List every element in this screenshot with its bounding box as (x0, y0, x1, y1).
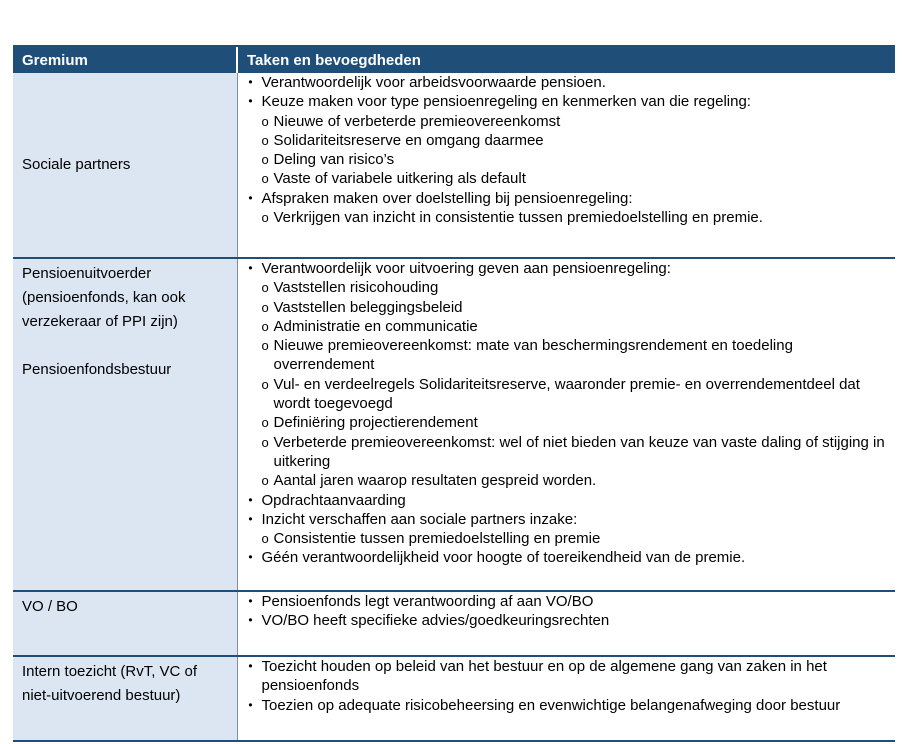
table-row (13, 73, 895, 258)
sub-list-item: o Definiëring projectierendement (261, 414, 478, 432)
bullet-icon: • (248, 697, 253, 712)
gremium-cell (13, 591, 237, 656)
list-item: • Toezicht houden op beleid van het bestuur en op de algemene gang van zaken in het pensioenfonds (242, 657, 890, 696)
list-item: • Afspraken maken over doelstelling bij pensioenregeling: o Verkrijgen van inzicht in consistentie tussen premiedoelstelling en premie. (242, 189, 890, 228)
tasks-cell (237, 656, 895, 741)
sub-list-item: o Vaststellen risicohouding (261, 279, 439, 297)
bullet-icon: • (248, 659, 253, 673)
table-row (13, 656, 895, 741)
gremium-label: Sociale partners (22, 156, 131, 173)
circle-bullet-icon: o (261, 434, 269, 450)
sub-list-item: o Nieuwe premieovereenkomst: mate van beschermingsrendement en toedeling overrendement (261, 337, 793, 374)
sub-list (262, 112, 890, 189)
circle-bullet-icon: o (261, 415, 269, 431)
list-item: • Géén verantwoordelijkheid voor hoogte of toereikendheid van de premie. (242, 548, 890, 567)
circle-bullet-icon: o (261, 210, 269, 226)
sub-list-item: o Consistentie tussen premiedoelstelling en premie (261, 530, 601, 548)
sub-list-item: o Solidariteitsreserve en omgang daarmee (261, 131, 544, 149)
bullet-icon: • (248, 511, 253, 526)
sub-list-item: o Verbeterde premieovereenkomst: wel of niet bieden van keuze van vaste daling of stijging in uitkering (261, 433, 885, 470)
table-header-row (13, 46, 895, 73)
sub-list (262, 208, 890, 227)
sub-list-item: o Nieuwe of verbeterde premieovereenkomst (261, 112, 561, 130)
table-row (13, 591, 895, 656)
list-item: • Toezien op adequate risicobeheersing en evenwichtige belangenafweging door bestuur (242, 696, 890, 715)
gremium-cell (13, 656, 237, 741)
circle-bullet-icon: o (261, 531, 269, 547)
list-item: • Opdrachtaanvaarding (242, 491, 890, 510)
circle-bullet-icon: o (261, 299, 269, 315)
header-taken: Taken en bevoegdheden (237, 46, 895, 73)
gremium-cell (13, 73, 237, 258)
circle-bullet-icon: o (261, 132, 269, 148)
tasks-list (242, 259, 890, 568)
table-row (13, 258, 895, 591)
sub-list-item: o Vaststellen beleggingsbeleid (261, 298, 463, 316)
circle-bullet-icon: o (261, 113, 269, 129)
circle-bullet-icon: o (261, 280, 269, 296)
tasks-list (242, 657, 890, 715)
gremium-label: VO / BO (22, 598, 78, 615)
list-item: • VO/BO heeft specifieke advies/goedkeuringsrechten (242, 611, 890, 630)
circle-bullet-icon: o (261, 473, 269, 489)
bullet-icon: • (248, 261, 253, 275)
gremium-label: Pensioenuitvoerder (pensioenfonds, kan ook verzekeraar of PPI zijn) (22, 265, 186, 330)
governance-table (13, 45, 895, 742)
list-item: • Verantwoordelijk voor uitvoering geven aan pensioenregeling: o Vaststellen risicohouding o Vaststellen beleggingsbeleid o Administratie en communicatie o Nieuwe premieovereenkomst: mate van beschermingsrendement en toedeling overrendement o Vul- en verdeelregels Solidariteitsreserve, waaronder premie- en overrendementdeel dat wordt toegevoegd o Definiëring projectierendement o Verbeterde premieovereenkomst: wel of niet bieden van keuze van vaste daling of stijging in uitkering o Aantal jaren waarop resultaten gespreid worden. (242, 259, 890, 491)
gremium-label: Intern toezicht (RvT, VC of niet-uitvoerend bestuur) (22, 663, 198, 704)
sub-list (262, 529, 890, 548)
circle-bullet-icon: o (261, 171, 269, 187)
circle-bullet-icon: o (261, 152, 269, 168)
list-item: • Pensioenfonds legt verantwoording af aan VO/BO (242, 592, 890, 611)
bullet-icon: • (248, 75, 253, 89)
governance-table-container (13, 45, 895, 742)
bullet-icon: • (248, 550, 253, 565)
tasks-cell (237, 258, 895, 591)
circle-bullet-icon: o (261, 376, 269, 392)
bullet-icon: • (248, 613, 253, 628)
bullet-icon: • (248, 190, 253, 205)
circle-bullet-icon: o (261, 318, 269, 334)
header-gremium: Gremium (13, 46, 237, 73)
list-item: • Inzicht verschaffen aan sociale partners inzake: o Consistentie tussen premiedoelstelling en premie (242, 510, 890, 549)
gremium-sublabel: Pensioenfondsbestuur (22, 361, 172, 378)
gremium-cell (13, 258, 237, 591)
tasks-cell (237, 73, 895, 258)
sub-list (262, 278, 890, 490)
tasks-cell (237, 591, 895, 656)
bullet-icon: • (248, 94, 253, 109)
list-item: • Verantwoordelijk voor arbeidsvoorwaarde pensioen. (242, 73, 890, 92)
sub-list-item: o Verkrijgen van inzicht in consistentie tussen premiedoelstelling en premie. (261, 209, 763, 227)
sub-list-item: o Vul- en verdeelregels Solidariteitsreserve, waaronder premie- en overrendementdeel dat wordt toegevoegd (261, 375, 860, 413)
tasks-list (242, 73, 890, 227)
tasks-list (242, 592, 890, 631)
sub-list-item: o Administratie en communicatie (261, 317, 478, 335)
bullet-icon: • (248, 492, 253, 507)
list-item: • Keuze maken voor type pensioenregeling en kenmerken van die regeling: o Nieuwe of verbeterde premieovereenkomst o Solidariteitsreserve en omgang daarmee o Deling van risico’s o Vaste of variabele uitkering als default (242, 92, 890, 188)
sub-list-item: o Deling van risico’s (261, 151, 395, 169)
sub-list-item: o Aantal jaren waarop resultaten gespreid worden. (261, 472, 597, 490)
bullet-icon: • (248, 594, 253, 608)
sub-list-item: o Vaste of variabele uitkering als default (261, 170, 526, 188)
circle-bullet-icon: o (261, 338, 269, 354)
